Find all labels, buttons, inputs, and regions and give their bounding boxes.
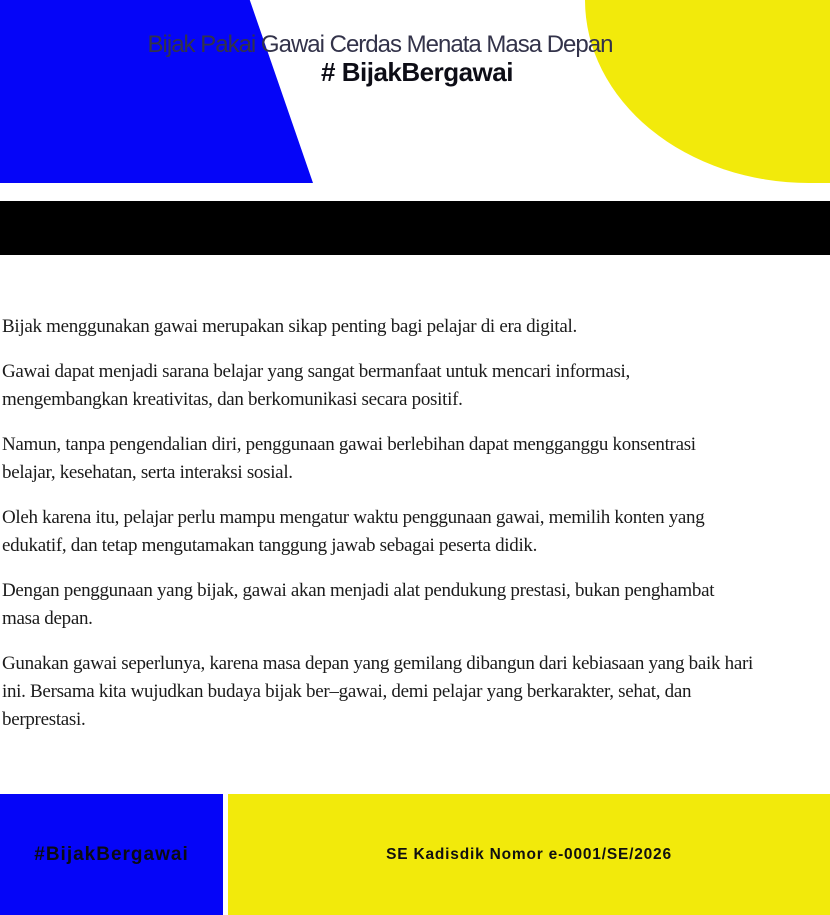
footer-reference: SE Kadisdik Nomor e-0001/SE/2026: [386, 845, 672, 863]
paragraph-line: berprestasi.: [2, 709, 86, 730]
paragraph: [2, 650, 810, 734]
paragraph-line: belajar, kesehatan, serta interaksi sosial.: [2, 462, 293, 483]
hashtag-subtitle: # BijakBergawai: [321, 57, 513, 87]
hero-section: [0, 0, 830, 183]
paragraph-line: edukatif, dan tetap mengutamakan tanggung jawab sebagai peserta didik.: [2, 535, 538, 556]
paragraph-line: Gunakan gawai seperlunya, karena masa depan yang gemilang dibangun dari kebiasaan yang baik hari: [2, 653, 753, 674]
paragraph-line: Bijak menggunakan gawai merupakan sikap penting bagi pelajar di era digital.: [2, 316, 577, 337]
footer-hashtag-block: [0, 794, 223, 915]
paragraph-line: ini. Bersama kita wujudkan budaya bijak ber–gawai, demi pelajar yang berkarakter, sehat, dan: [2, 681, 692, 702]
footer-reference-block: [228, 794, 830, 915]
blue-wedge-shape: [0, 0, 313, 183]
hero-text-block: [0, 31, 830, 87]
footer-hashtag: #BijakBergawai: [34, 843, 189, 865]
divider-band: [0, 201, 830, 255]
page-title: Bijak Pakai Gawai Cerdas Menata Masa Depan: [147, 31, 613, 58]
paragraph: [2, 431, 810, 487]
body-content: [0, 255, 830, 794]
paragraph-line: Gawai dapat menjadi sarana belajar yang sangat bermanfaat untuk mencari informasi,: [2, 361, 630, 382]
paragraph-line: Namun, tanpa pengendalian diri, penggunaan gawai berlebihan dapat mengganggu konsentrasi: [2, 434, 696, 455]
paragraph-line: mengembangkan kreativitas, dan berkomunikasi secara positif.: [2, 389, 463, 410]
paragraph-line: masa depan.: [2, 608, 93, 629]
paragraph: [2, 577, 810, 633]
yellow-blob-shape: [585, 0, 830, 183]
paragraph-line: Oleh karena itu, pelajar perlu mampu mengatur waktu penggunaan gawai, memilih konten yang: [2, 507, 705, 528]
footer: [0, 794, 830, 915]
paragraph: [2, 358, 810, 414]
paragraph-line: Dengan penggunaan yang bijak, gawai akan menjadi alat pendukung prestasi, bukan penghambat: [2, 580, 715, 601]
paragraph: [2, 504, 810, 560]
paragraph: [2, 313, 810, 341]
